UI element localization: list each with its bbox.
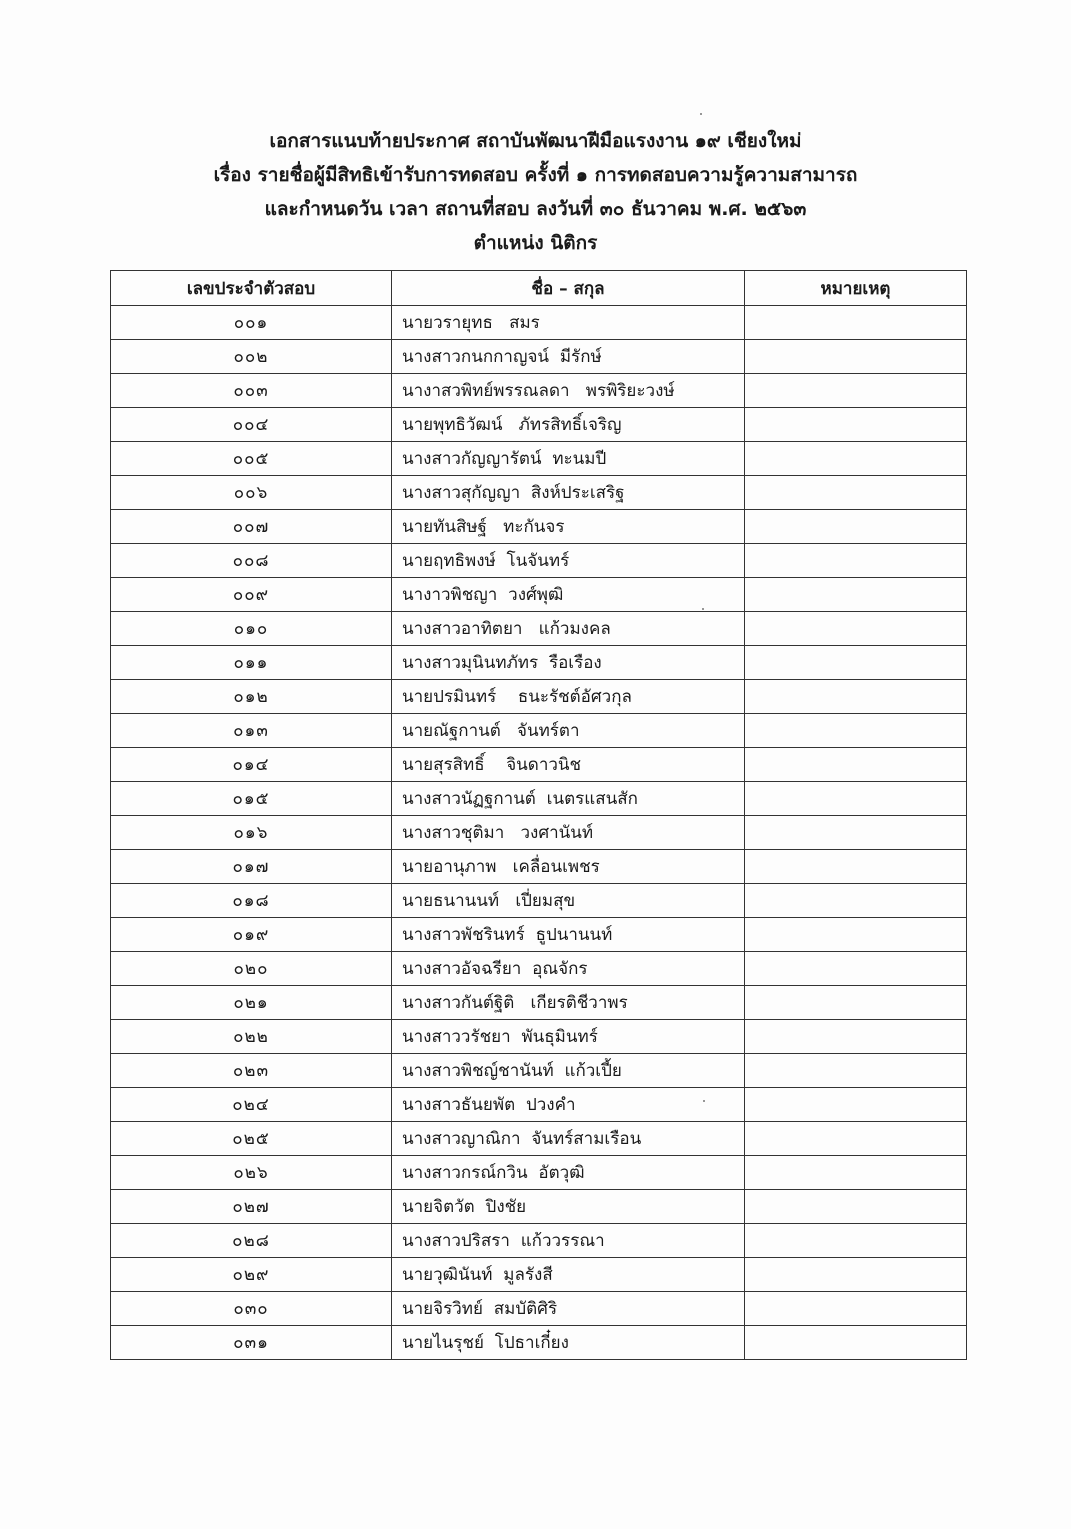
column-header-name: ชื่อ – สกุล xyxy=(392,271,745,306)
scan-speck xyxy=(700,113,702,115)
remark-cell xyxy=(745,408,967,442)
table-row xyxy=(111,1156,967,1190)
candidate-name-cell: นางสาวกัญญารัตน์ ทะนมปี xyxy=(392,442,745,476)
remark-cell xyxy=(745,1292,967,1326)
exam-id-cell: ๐๒๐ xyxy=(111,952,392,986)
table-row xyxy=(111,680,967,714)
table-body xyxy=(111,306,967,1360)
exam-id-cell: ๐๑๖ xyxy=(111,816,392,850)
remark-cell xyxy=(745,510,967,544)
remark-cell xyxy=(745,850,967,884)
table-row xyxy=(111,476,967,510)
table-row xyxy=(111,1088,967,1122)
table-row xyxy=(111,952,967,986)
candidate-name-cell: นางสาวนัฏฐกานต์ เนตรแสนสัก xyxy=(392,782,745,816)
table-row xyxy=(111,850,967,884)
candidate-name-cell: นางสาวสุกัญญา สิงห์ประเสริฐ xyxy=(392,476,745,510)
exam-id-cell: ๐๒๕ xyxy=(111,1122,392,1156)
exam-id-cell: ๐๒๓ xyxy=(111,1054,392,1088)
remark-cell xyxy=(745,1122,967,1156)
table-row xyxy=(111,918,967,952)
table-row xyxy=(111,306,967,340)
exam-id-cell: ๐๑๘ xyxy=(111,884,392,918)
table-header-row xyxy=(111,271,967,306)
remark-cell xyxy=(745,1326,967,1360)
candidate-name-cell: นางสาวกรณ์กวิน อัตวุฒิ xyxy=(392,1156,745,1190)
candidate-name-cell: นายวุฒินันท์ มูลรังสี xyxy=(392,1258,745,1292)
exam-id-cell: ๐๐๓ xyxy=(111,374,392,408)
candidate-name-cell: นางสาวพัชรินทร์ ธูปนานนท์ xyxy=(392,918,745,952)
exam-id-cell: ๐๐๒ xyxy=(111,340,392,374)
exam-id-cell: ๐๑๙ xyxy=(111,918,392,952)
remark-cell xyxy=(745,1258,967,1292)
table-row xyxy=(111,442,967,476)
table-row xyxy=(111,1190,967,1224)
candidate-table-wrapper xyxy=(110,270,966,1360)
candidate-name-cell: นายพุทธิวัฒน์ ภัทรสิทธิ์เจริญ xyxy=(392,408,745,442)
remark-cell xyxy=(745,578,967,612)
remark-cell xyxy=(745,986,967,1020)
exam-id-cell: ๐๑๒ xyxy=(111,680,392,714)
remark-cell xyxy=(745,476,967,510)
exam-id-cell: ๐๐๕ xyxy=(111,442,392,476)
table-row xyxy=(111,986,967,1020)
exam-id-cell: ๐๒๗ xyxy=(111,1190,392,1224)
candidate-name-cell: นายสุรสิทธิ์ จินดาวนิช xyxy=(392,748,745,782)
table-row xyxy=(111,1258,967,1292)
candidate-name-cell: นางสาวกนกกาญจน์ มีรักษ์ xyxy=(392,340,745,374)
exam-id-cell: ๐๑๕ xyxy=(111,782,392,816)
exam-id-cell: ๐๑๓ xyxy=(111,714,392,748)
remark-cell xyxy=(745,1088,967,1122)
remark-cell xyxy=(745,816,967,850)
table-row xyxy=(111,816,967,850)
candidate-name-cell: นายธนานนท์ เปี่ยมสุข xyxy=(392,884,745,918)
candidate-name-cell: นายณัฐกานต์ จันทร์ตา xyxy=(392,714,745,748)
remark-cell xyxy=(745,952,967,986)
remark-cell xyxy=(745,714,967,748)
document-heading xyxy=(0,124,1071,260)
exam-id-cell: ๐๐๘ xyxy=(111,544,392,578)
candidate-name-cell: นายไนรุชย์ โปธาเกี๋ยง xyxy=(392,1326,745,1360)
remark-cell xyxy=(745,918,967,952)
table-row xyxy=(111,1054,967,1088)
table-row xyxy=(111,544,967,578)
candidate-name-cell: นายจิรวิทย์ สมบัติศิริ xyxy=(392,1292,745,1326)
candidate-name-cell: นายจิตวัต ปิงชัย xyxy=(392,1190,745,1224)
heading-line-1: เอกสารแนบท้ายประกาศ สถาบันพัฒนาฝีมือแรงงาน ๑๙ เชียงใหม่ xyxy=(269,130,802,152)
exam-id-cell: ๐๑๐ xyxy=(111,612,392,646)
table-row xyxy=(111,1292,967,1326)
exam-id-cell: ๐๒๔ xyxy=(111,1088,392,1122)
exam-id-cell: ๐๒๒ xyxy=(111,1020,392,1054)
remark-cell xyxy=(745,884,967,918)
remark-cell xyxy=(745,442,967,476)
table-row xyxy=(111,340,967,374)
candidate-name-cell: นางาวพิชญา วงศ์พุฒิ xyxy=(392,578,745,612)
exam-id-cell: ๐๑๔ xyxy=(111,748,392,782)
heading-line-3: และกำหนดวัน เวลา สถานที่สอบ ลงวันที่ ๓๐ ธันวาคม พ.ศ. ๒๕๖๓ xyxy=(264,198,807,220)
candidate-name-cell: นางสาวธันยพัต ปวงคำ xyxy=(392,1088,745,1122)
table-row xyxy=(111,578,967,612)
heading-line-2: เรื่อง รายชื่อผู้มีสิทธิเข้ารับการทดสอบ ครั้งที่ ๑ การทดสอบความรู้ความสามารถ xyxy=(213,164,858,186)
remark-cell xyxy=(745,306,967,340)
table-row xyxy=(111,646,967,680)
candidate-name-cell: นายฤทธิพงษ์ โนจันทร์ xyxy=(392,544,745,578)
table-row xyxy=(111,782,967,816)
table-row xyxy=(111,714,967,748)
exam-id-cell: ๐๒๑ xyxy=(111,986,392,1020)
remark-cell xyxy=(745,1190,967,1224)
exam-id-cell: ๐๓๐ xyxy=(111,1292,392,1326)
exam-id-cell: ๐๐๔ xyxy=(111,408,392,442)
table-row xyxy=(111,408,967,442)
candidate-name-cell: นายอานุภาพ เคลื่อนเพชร xyxy=(392,850,745,884)
candidate-name-cell: นางสาวอาทิตยา แก้วมงคล xyxy=(392,612,745,646)
table-row xyxy=(111,1020,967,1054)
candidate-name-cell: นายทันสิษฐ์ ทะกันจร xyxy=(392,510,745,544)
exam-id-cell: ๐๐๖ xyxy=(111,476,392,510)
exam-id-cell: ๐๐๑ xyxy=(111,306,392,340)
table-row xyxy=(111,1326,967,1360)
candidate-name-cell: นายวรายุทธ สมร xyxy=(392,306,745,340)
exam-id-cell: ๐๐๗ xyxy=(111,510,392,544)
candidate-name-cell: นางสาวพิชญ์ชานันท์ แก้วเปี้ย xyxy=(392,1054,745,1088)
remark-cell xyxy=(745,1156,967,1190)
remark-cell xyxy=(745,782,967,816)
exam-id-cell: ๐๐๙ xyxy=(111,578,392,612)
remark-cell xyxy=(745,680,967,714)
remark-cell xyxy=(745,1054,967,1088)
table-row xyxy=(111,884,967,918)
exam-id-cell: ๐๒๘ xyxy=(111,1224,392,1258)
exam-id-cell: ๐๑๑ xyxy=(111,646,392,680)
column-header-remark: หมายเหตุ xyxy=(745,271,967,306)
remark-cell xyxy=(745,646,967,680)
candidate-name-cell: นางสาววรัชยา พันธุมินทร์ xyxy=(392,1020,745,1054)
candidate-name-cell: นางสาวปริสรา แก้ววรรณา xyxy=(392,1224,745,1258)
column-header-exam-id: เลขประจำตัวสอบ xyxy=(111,271,392,306)
candidate-name-cell: นางสาวอัจฉรียา อุณจักร xyxy=(392,952,745,986)
exam-id-cell: ๐๒๖ xyxy=(111,1156,392,1190)
remark-cell xyxy=(745,1020,967,1054)
table-row xyxy=(111,374,967,408)
table-row xyxy=(111,1122,967,1156)
remark-cell xyxy=(745,1224,967,1258)
candidate-table xyxy=(110,270,967,1360)
table-row xyxy=(111,510,967,544)
remark-cell xyxy=(745,340,967,374)
candidate-name-cell: นางสาวมุนินทภัทร รือเรือง xyxy=(392,646,745,680)
heading-position: ตำแหน่ง นิติกร xyxy=(473,232,598,254)
candidate-name-cell: นางาสวพิทย์พรรณลดา พรพิริยะวงษ์ xyxy=(392,374,745,408)
candidate-name-cell: นายปรมินทร์ ธนะรัชต์อัศวกุล xyxy=(392,680,745,714)
exam-id-cell: ๐๓๑ xyxy=(111,1326,392,1360)
exam-id-cell: ๐๑๗ xyxy=(111,850,392,884)
table-row xyxy=(111,1224,967,1258)
candidate-name-cell: นางสาวกันต์ฐิติ เกียรติชีวาพร xyxy=(392,986,745,1020)
candidate-name-cell: นางสาวญาณิกา จันทร์สามเรือน xyxy=(392,1122,745,1156)
remark-cell xyxy=(745,544,967,578)
table-row xyxy=(111,748,967,782)
table-row xyxy=(111,612,967,646)
remark-cell xyxy=(745,374,967,408)
candidate-name-cell: นางสาวชุติมา วงศานันท์ xyxy=(392,816,745,850)
remark-cell xyxy=(745,612,967,646)
exam-id-cell: ๐๒๙ xyxy=(111,1258,392,1292)
remark-cell xyxy=(745,748,967,782)
